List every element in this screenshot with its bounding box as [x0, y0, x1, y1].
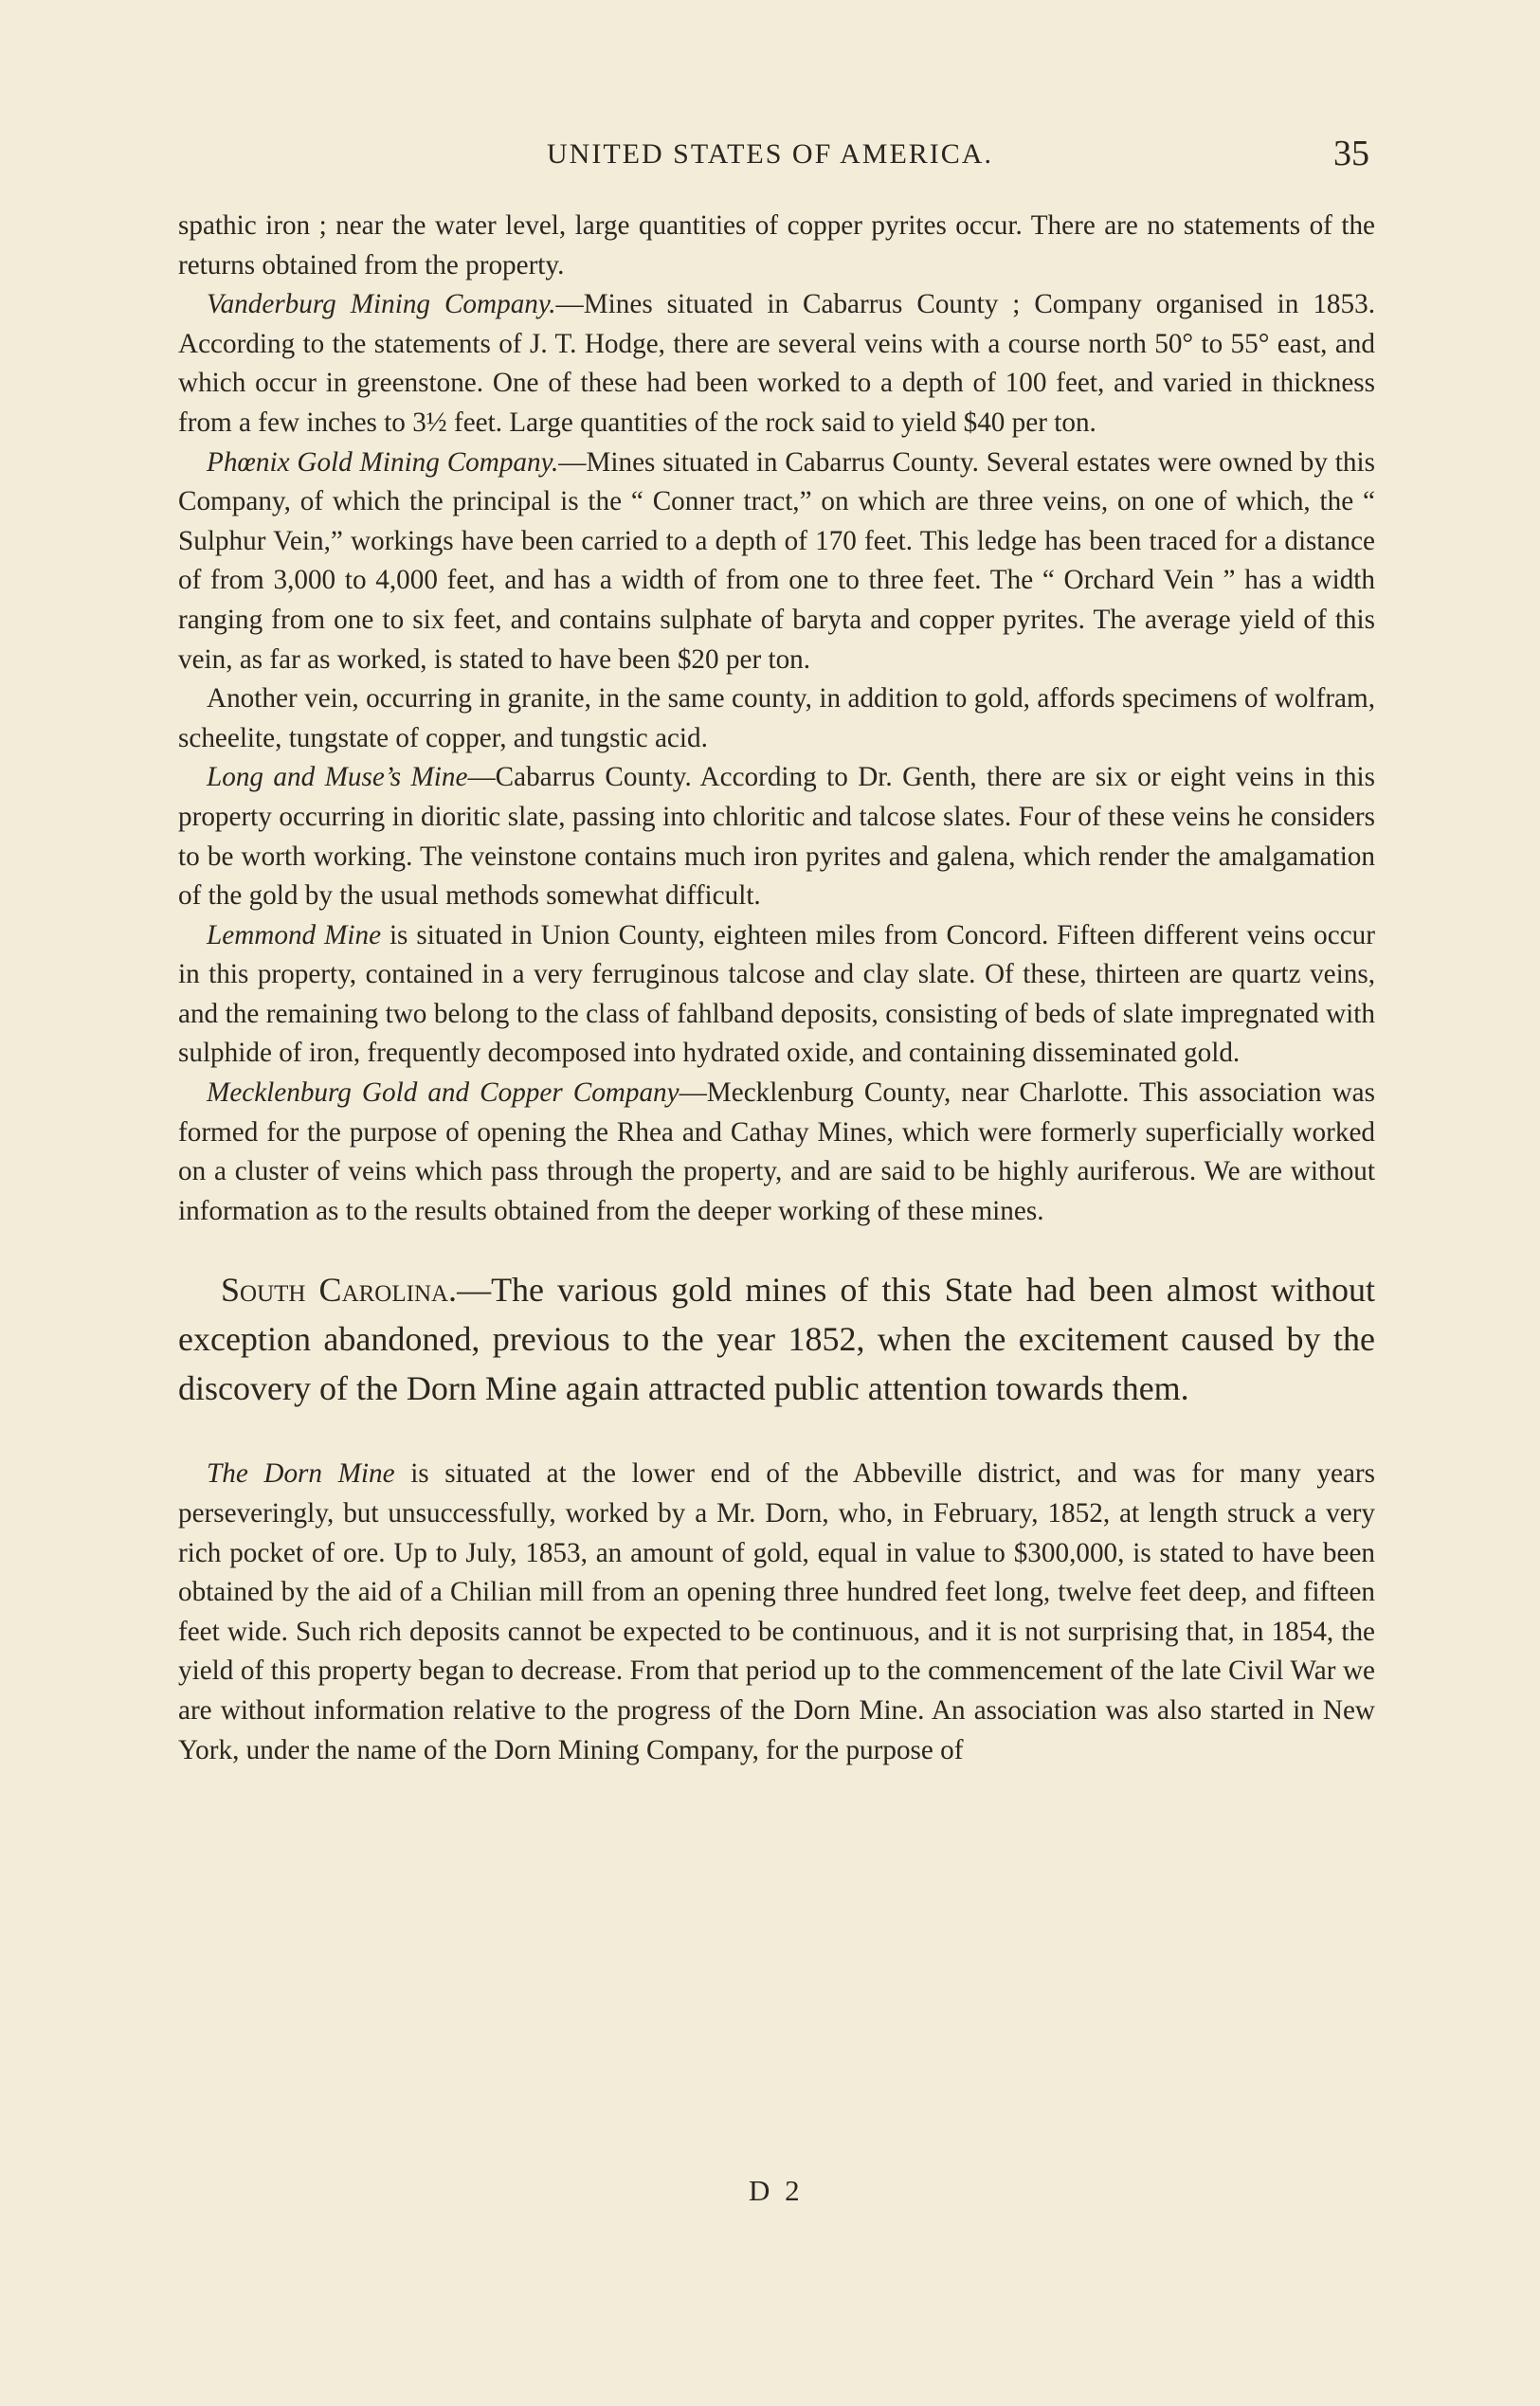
paragraph — [178, 1455, 1375, 1770]
paragraph-text: —Cabarrus County. According to Dr. Genth, there are six or eight veins in this property occurring in dioritic slate, passing into chloritic and talcose slates. Four of these veins he considers to be worth working. The veinstone contains much iron pyrites and galena, which render the amalgamation of the gold by the usual methods somewhat difficult. — [178, 762, 1375, 912]
paragraph-text: —Mines situated in Cabarrus County. Several estates were owned by this Company, of which the principal is the “ Conner tract,” on which are three veins, on one of which, the “ Sulphur Vein,” workings have been carried to a depth of 170 feet. This ledge has been traced for a distance of from 3,000 to 4,000 feet, and has a width of from one to three feet. The “ Orchard Vein ” has a width ranging from one to six feet, and contains sulphate of baryta and copper pyrites. The average yield of this vein, as far as worked, is stated to have been $20 per ton. — [178, 446, 1375, 675]
paragraph-lead: The Dorn Mine — [207, 1458, 395, 1490]
paragraph — [178, 916, 1375, 1074]
section-heading: South Carolina. — [221, 1271, 458, 1310]
body-text — [178, 207, 1375, 1770]
paragraph — [178, 1074, 1375, 1231]
page-number: 35 — [1333, 134, 1369, 173]
paragraph — [178, 758, 1375, 915]
paragraph — [178, 443, 1375, 680]
paragraph-lead: Mecklenburg Gold and Copper Company — [207, 1077, 679, 1109]
paragraph-text: is situated in Union County, eighteen miles from Concord. Fifteen different veins occur in this property, contained in a very ferruginous talcose and clay slate. Of these, thirteen are quartz veins, and the remaining two belong to the class of fahlband deposits, consisting of beds of slate impregnated with sulphide of iron, frequently decomposed into hydrated oxide, and containing disseminated gold. — [178, 919, 1375, 1069]
page-header — [171, 133, 1369, 178]
paragraph-text: —Mecklenburg County, near Charlotte. This association was formed for the purpose of opening the Rhea and Cathay Mines, which were formerly superficially worked on a cluster of veins which pass through the property, and are said to be highly auriferous. We are without information as to the results obtained from the deeper working of these mines. — [178, 1077, 1375, 1226]
section-lead-paragraph — [178, 1265, 1375, 1413]
paragraph-lead: Phœnix Gold Mining Company. — [207, 446, 559, 478]
section-text: —The various gold mines of this State had been almost without exception abandoned, previous to the year 1852, when the excitement caused by the discovery of the Dorn Mine again attracted public attention towards them. — [178, 1271, 1375, 1408]
paragraph-lead: Vanderburg Mining Company. — [207, 289, 556, 320]
paragraph-lead: Long and Muse’s Mine — [207, 762, 468, 793]
paragraph — [178, 285, 1375, 443]
paragraph-text: Another vein, occurring in granite, in the same county, in addition to gold, affords specimens of wolfram, scheelite, tungstate of copper, and tungstic acid. — [178, 683, 1375, 753]
paragraph-lead: Lemmond Mine — [207, 919, 382, 950]
signature-mark: D 2 — [749, 2174, 804, 2207]
paragraph — [178, 207, 1375, 285]
paragraph-text: spathic iron ; near the water level, large quantities of copper pyrites occur. There are no statements of the returns obtained from the property. — [178, 210, 1375, 280]
paragraph-text: is situated at the lower end of the Abbeville district, and was for many years perseveringly, but unsuccessfully, worked by a Mr. Dorn, who, in February, 1852, at length struck a very rich pocket of ore. Up to July, 1853, an amount of gold, equal in value to $300,000, is stated to have been obtained by the aid of a Chilian mill from an opening three hundred feet long, twelve feet deep, and fifteen feet wide. Such rich deposits cannot be expected to be continuous, and it is not surprising that, in 1854, the yield of this property began to decrease. From that period up to the commencement of the late Civil War we are without information relative to the progress of the Dorn Mine. An association was also started in New York, under the name of the Dorn Mining Company, for the purpose of — [178, 1458, 1375, 1765]
running-head: UNITED STATES OF AMERICA. — [547, 138, 993, 170]
paragraph-text: —Mines situated in Cabarrus County ; Company organised in 1853. According to the statements of J. T. Hodge, there are several veins with a course north 50° to 55° east, and which occur in greenstone. One of these had been worked to a depth of 100 feet, and varied in thickness from a few inches to 3½ feet. Large quantities of the rock said to yield $40 per ton. — [178, 289, 1375, 438]
paragraph — [178, 679, 1375, 758]
